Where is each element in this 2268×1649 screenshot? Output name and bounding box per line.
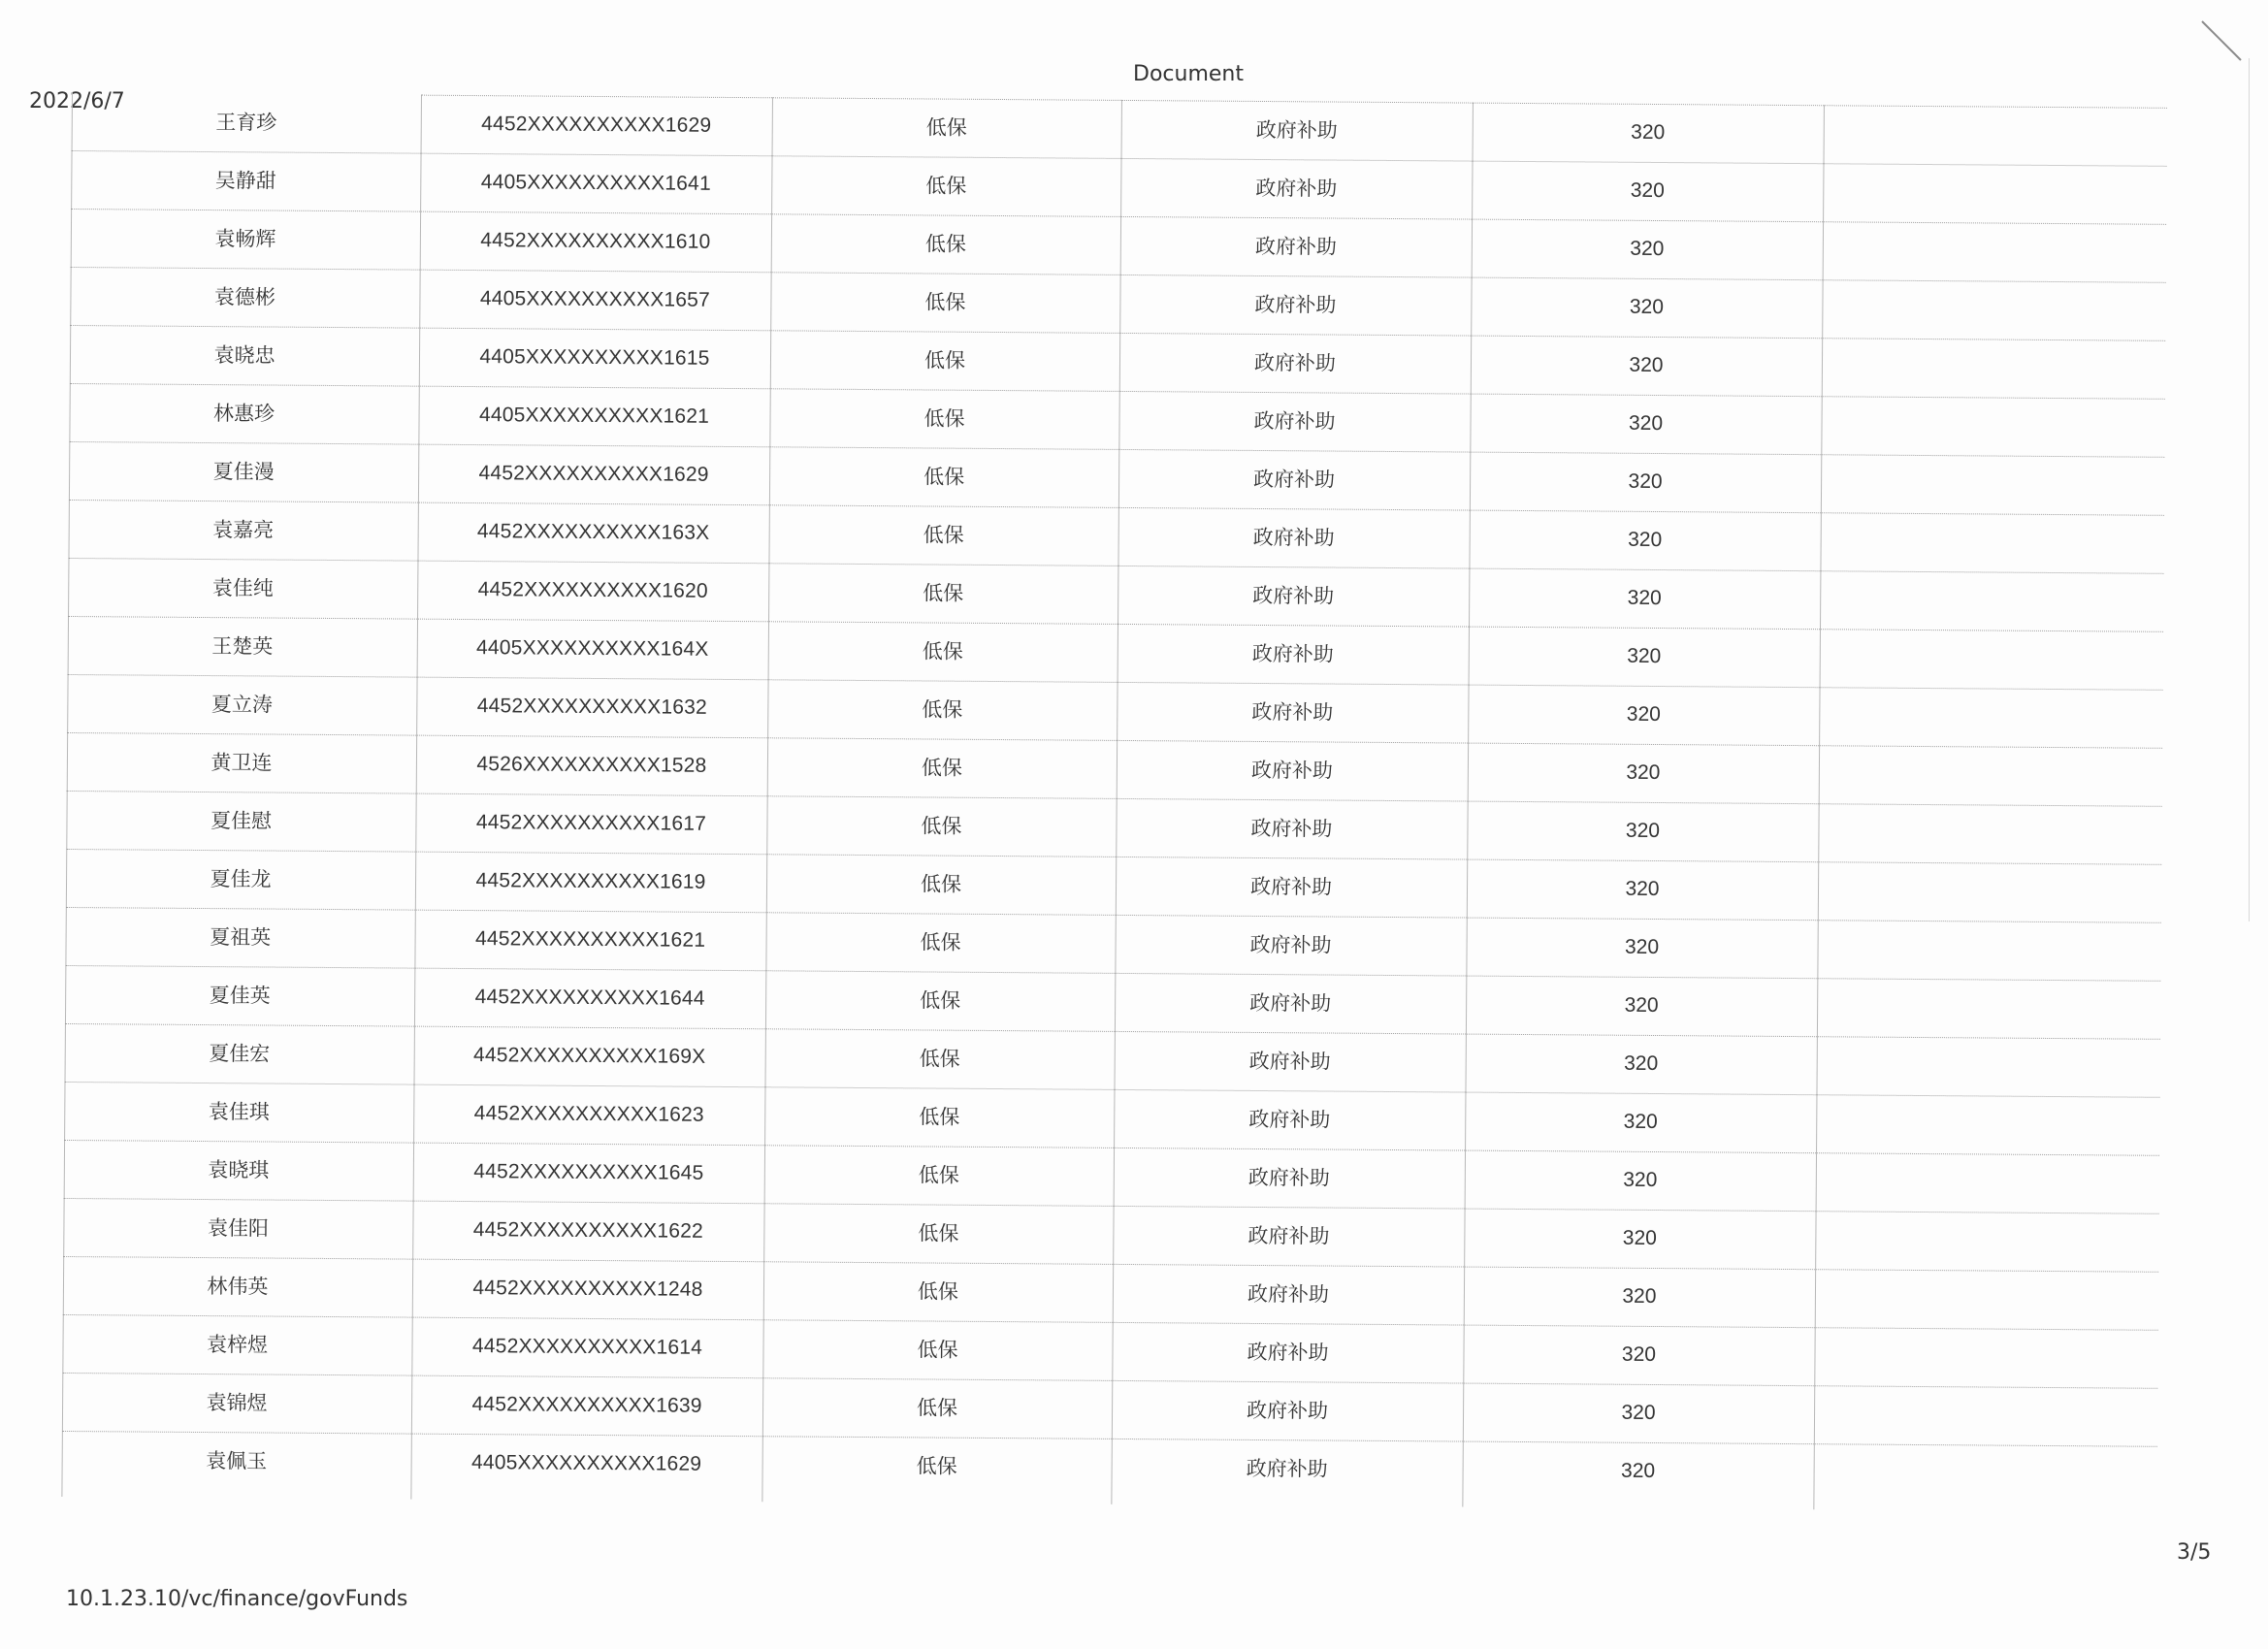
assistance-type-cell: 低保 [920, 930, 961, 954]
blank-cell [1814, 1327, 2157, 1388]
person-name-cell: 夏佳龙 [210, 867, 272, 891]
id-number-cell: 4452XXXXXXXXXX163X [476, 520, 710, 544]
amount-cell: 320 [1631, 120, 1666, 145]
person-name-cell: 夏祖英 [210, 925, 272, 950]
page-corner-fold [2200, 19, 2243, 62]
amount-cell: 320 [1628, 528, 1663, 552]
subsidy-type-cell: 政府补助 [1246, 1398, 1329, 1423]
subsidy-type-cell: 政府补助 [1248, 1049, 1331, 1074]
subsidy-type-cell: 政府补助 [1247, 1340, 1329, 1365]
amount-cell: 320 [1621, 1342, 1657, 1367]
subsidy-type-cell: 政府补助 [1246, 1456, 1328, 1481]
id-number-cell: 4452XXXXXXXXXX1617 [475, 811, 707, 835]
amount-cell: 320 [1624, 935, 1660, 959]
id-number-cell: 4452XXXXXXXXXX1623 [473, 1102, 704, 1126]
amount-cell: 320 [1629, 295, 1665, 319]
blank-cell [1816, 1094, 2159, 1155]
person-name-cell: 袁嘉亮 [212, 518, 275, 542]
id-number-cell: 4452XXXXXXXXXX1644 [474, 986, 705, 1010]
id-number-cell: 4405XXXXXXXXXX1641 [480, 171, 711, 195]
person-name-cell: 夏佳漫 [212, 460, 275, 484]
amount-cell: 320 [1622, 1226, 1657, 1250]
amount-cell: 320 [1628, 469, 1663, 494]
id-number-cell: 4405XXXXXXXXXX1657 [479, 287, 711, 311]
person-name-cell: 夏佳慰 [210, 809, 273, 833]
blank-cell [1824, 105, 2167, 166]
person-name-cell: 袁佳琪 [208, 1100, 270, 1124]
assistance-type-cell: 低保 [923, 465, 965, 489]
person-name-cell: 夏立涛 [211, 693, 273, 717]
subsidy-type-cell: 政府补助 [1252, 525, 1335, 550]
subsidy-type-cell: 政府补助 [1253, 350, 1337, 375]
person-name-cell: 袁晓琪 [208, 1158, 270, 1182]
amount-cell: 320 [1624, 1051, 1659, 1076]
subsidy-type-cell: 政府补助 [1255, 117, 1338, 143]
blank-cell [1822, 279, 2165, 340]
person-name-cell: 袁晓忠 [213, 343, 275, 368]
id-number-cell: 4405XXXXXXXXXX1629 [471, 1451, 702, 1475]
id-number-cell: 4452XXXXXXXXXX1614 [471, 1335, 703, 1359]
blank-cell [1818, 803, 2161, 864]
assistance-type-cell: 低保 [921, 814, 962, 838]
id-number-cell: 4452XXXXXXXXXX169X [472, 1044, 706, 1068]
assistance-type-cell: 低保 [923, 581, 964, 605]
person-name-cell: 王楚英 [211, 634, 274, 659]
blank-cell [1817, 920, 2160, 981]
assistance-type-cell: 低保 [920, 872, 962, 896]
amount-cell: 320 [1628, 411, 1664, 436]
subsidy-type-cell: 政府补助 [1250, 758, 1333, 783]
blank-cell [1819, 745, 2162, 806]
subsidy-type-cell: 政府补助 [1252, 583, 1335, 608]
id-number-cell: 4452XXXXXXXXXX1622 [472, 1218, 704, 1243]
blank-cell [1818, 861, 2161, 922]
amount-cell: 320 [1630, 178, 1665, 203]
assistance-type-cell: 低保 [925, 115, 967, 140]
blank-cell [1815, 1269, 2158, 1330]
blank-cell [1813, 1443, 2156, 1504]
print-date: 2022/6/7 [29, 89, 125, 113]
id-number-cell: 4405XXXXXXXXXX164X [476, 636, 709, 661]
assistance-type-cell: 低保 [918, 1163, 959, 1187]
assistance-type-cell: 低保 [924, 232, 966, 256]
assistance-type-cell: 低保 [924, 290, 966, 314]
person-name-cell: 袁佳纯 [211, 576, 274, 600]
assistance-type-cell: 低保 [916, 1396, 958, 1420]
subsidy-type-cell: 政府补助 [1254, 292, 1337, 317]
blank-cell [1820, 570, 2163, 631]
subsidy-type-cell: 政府补助 [1249, 932, 1332, 957]
person-name-cell: 吴静甜 [214, 169, 276, 193]
amount-cell: 320 [1623, 1110, 1658, 1134]
subsidy-type-cell: 政府补助 [1250, 816, 1333, 841]
person-name-cell: 夏佳英 [209, 984, 271, 1008]
id-number-cell: 4405XXXXXXXXXX1621 [478, 404, 710, 428]
subsidy-type-cell: 政府补助 [1248, 1107, 1331, 1132]
person-name-cell: 袁畅辉 [214, 227, 276, 251]
amount-cell: 320 [1621, 1459, 1656, 1483]
amount-cell: 320 [1624, 993, 1659, 1018]
assistance-type-cell: 低保 [923, 348, 966, 372]
assistance-type-cell: 低保 [918, 1221, 959, 1245]
amount-cell: 320 [1630, 237, 1665, 261]
amount-cell: 320 [1625, 819, 1661, 843]
id-number-cell: 4452XXXXXXXXXX1639 [471, 1393, 702, 1417]
id-number-cell: 4452XXXXXXXXXX1248 [472, 1277, 703, 1301]
blank-cell [1820, 512, 2163, 573]
page-number: 3/5 [2177, 1540, 2212, 1565]
amount-cell: 320 [1626, 760, 1661, 785]
subsidy-type-cell: 政府补助 [1255, 176, 1338, 201]
amount-cell: 320 [1626, 702, 1661, 727]
assistance-type-cell: 低保 [925, 174, 967, 198]
assistance-type-cell: 低保 [916, 1454, 957, 1478]
subsidy-type-cell: 政府补助 [1253, 408, 1336, 434]
person-name-cell: 袁梓煜 [206, 1333, 269, 1357]
blank-cell [1823, 221, 2166, 282]
amount-cell: 320 [1625, 877, 1660, 901]
amount-cell: 320 [1621, 1401, 1656, 1425]
person-name-cell: 林伟英 [207, 1275, 269, 1299]
id-number-cell: 4526XXXXXXXXXX1528 [476, 753, 707, 777]
person-name-cell: 袁佳阳 [207, 1216, 270, 1241]
blank-cell [1819, 687, 2162, 748]
page-right-edge [2249, 58, 2250, 922]
subsidy-type-cell: 政府补助 [1249, 874, 1333, 899]
assistance-type-cell: 低保 [922, 639, 963, 663]
blank-cell [1816, 1036, 2159, 1097]
id-number-cell: 4452XXXXXXXXXX1632 [476, 695, 707, 719]
document-title: Document [1133, 62, 1244, 86]
subsidy-type-cell: 政府补助 [1254, 234, 1337, 259]
person-name-cell: 林惠珍 [212, 402, 275, 426]
blank-cell [1821, 454, 2164, 515]
blank-cell [1823, 163, 2166, 224]
amount-cell: 320 [1622, 1284, 1657, 1309]
assistance-type-cell: 低保 [919, 1047, 960, 1071]
subsidy-type-cell: 政府补助 [1251, 699, 1334, 725]
id-number-cell: 4452XXXXXXXXXX1621 [474, 927, 706, 952]
blank-cell [1822, 338, 2165, 399]
assistance-type-cell: 低保 [917, 1279, 959, 1304]
id-number-cell: 4452XXXXXXXXXX1610 [480, 229, 711, 253]
subsidy-type-cell: 政府补助 [1249, 990, 1332, 1016]
footer-url: 10.1.23.10/vc/finance/govFunds [66, 1587, 408, 1611]
blank-cell [1814, 1385, 2157, 1446]
amount-cell: 320 [1629, 353, 1664, 377]
person-name-cell: 王育珍 [215, 111, 277, 135]
subsidy-type-cell: 政府补助 [1253, 467, 1336, 492]
person-name-cell: 夏佳宏 [209, 1042, 271, 1066]
assistance-type-cell: 低保 [922, 697, 963, 722]
id-number-cell: 4452XXXXXXXXXX1629 [478, 462, 709, 486]
blank-cell [1817, 978, 2160, 1039]
person-name-cell: 袁佩玉 [206, 1449, 268, 1473]
id-number-cell: 4405XXXXXXXXXX1615 [479, 345, 710, 370]
assistance-type-cell: 低保 [923, 523, 964, 547]
assistance-type-cell: 低保 [923, 406, 965, 431]
amount-cell: 320 [1623, 1168, 1658, 1192]
id-number-cell: 4452XXXXXXXXXX1620 [477, 578, 708, 602]
assistance-type-cell: 低保 [919, 1105, 960, 1129]
blank-cell [1820, 629, 2163, 690]
assistance-type-cell: 低保 [920, 988, 961, 1013]
funds-table [61, 92, 2167, 1524]
blank-cell [1815, 1211, 2158, 1272]
amount-cell: 320 [1627, 586, 1662, 610]
person-name-cell: 黄卫连 [211, 751, 273, 775]
subsidy-type-cell: 政府补助 [1247, 1165, 1330, 1190]
assistance-type-cell: 低保 [921, 756, 963, 780]
id-number-cell: 4452XXXXXXXXXX1619 [475, 869, 706, 893]
person-name-cell: 袁德彬 [213, 285, 276, 309]
id-number-cell: 4452XXXXXXXXXX1645 [473, 1160, 704, 1184]
amount-cell: 320 [1627, 644, 1662, 668]
assistance-type-cell: 低保 [917, 1338, 958, 1362]
person-name-cell: 袁锦煜 [206, 1391, 268, 1415]
table-body [72, 92, 2167, 1483]
blank-cell [1816, 1152, 2159, 1213]
subsidy-type-cell: 政府补助 [1251, 641, 1334, 666]
id-number-cell: 4452XXXXXXXXXX1629 [481, 113, 712, 137]
subsidy-type-cell: 政府补助 [1247, 1223, 1330, 1248]
subsidy-type-cell: 政府补助 [1247, 1281, 1330, 1307]
blank-cell [1821, 396, 2164, 457]
